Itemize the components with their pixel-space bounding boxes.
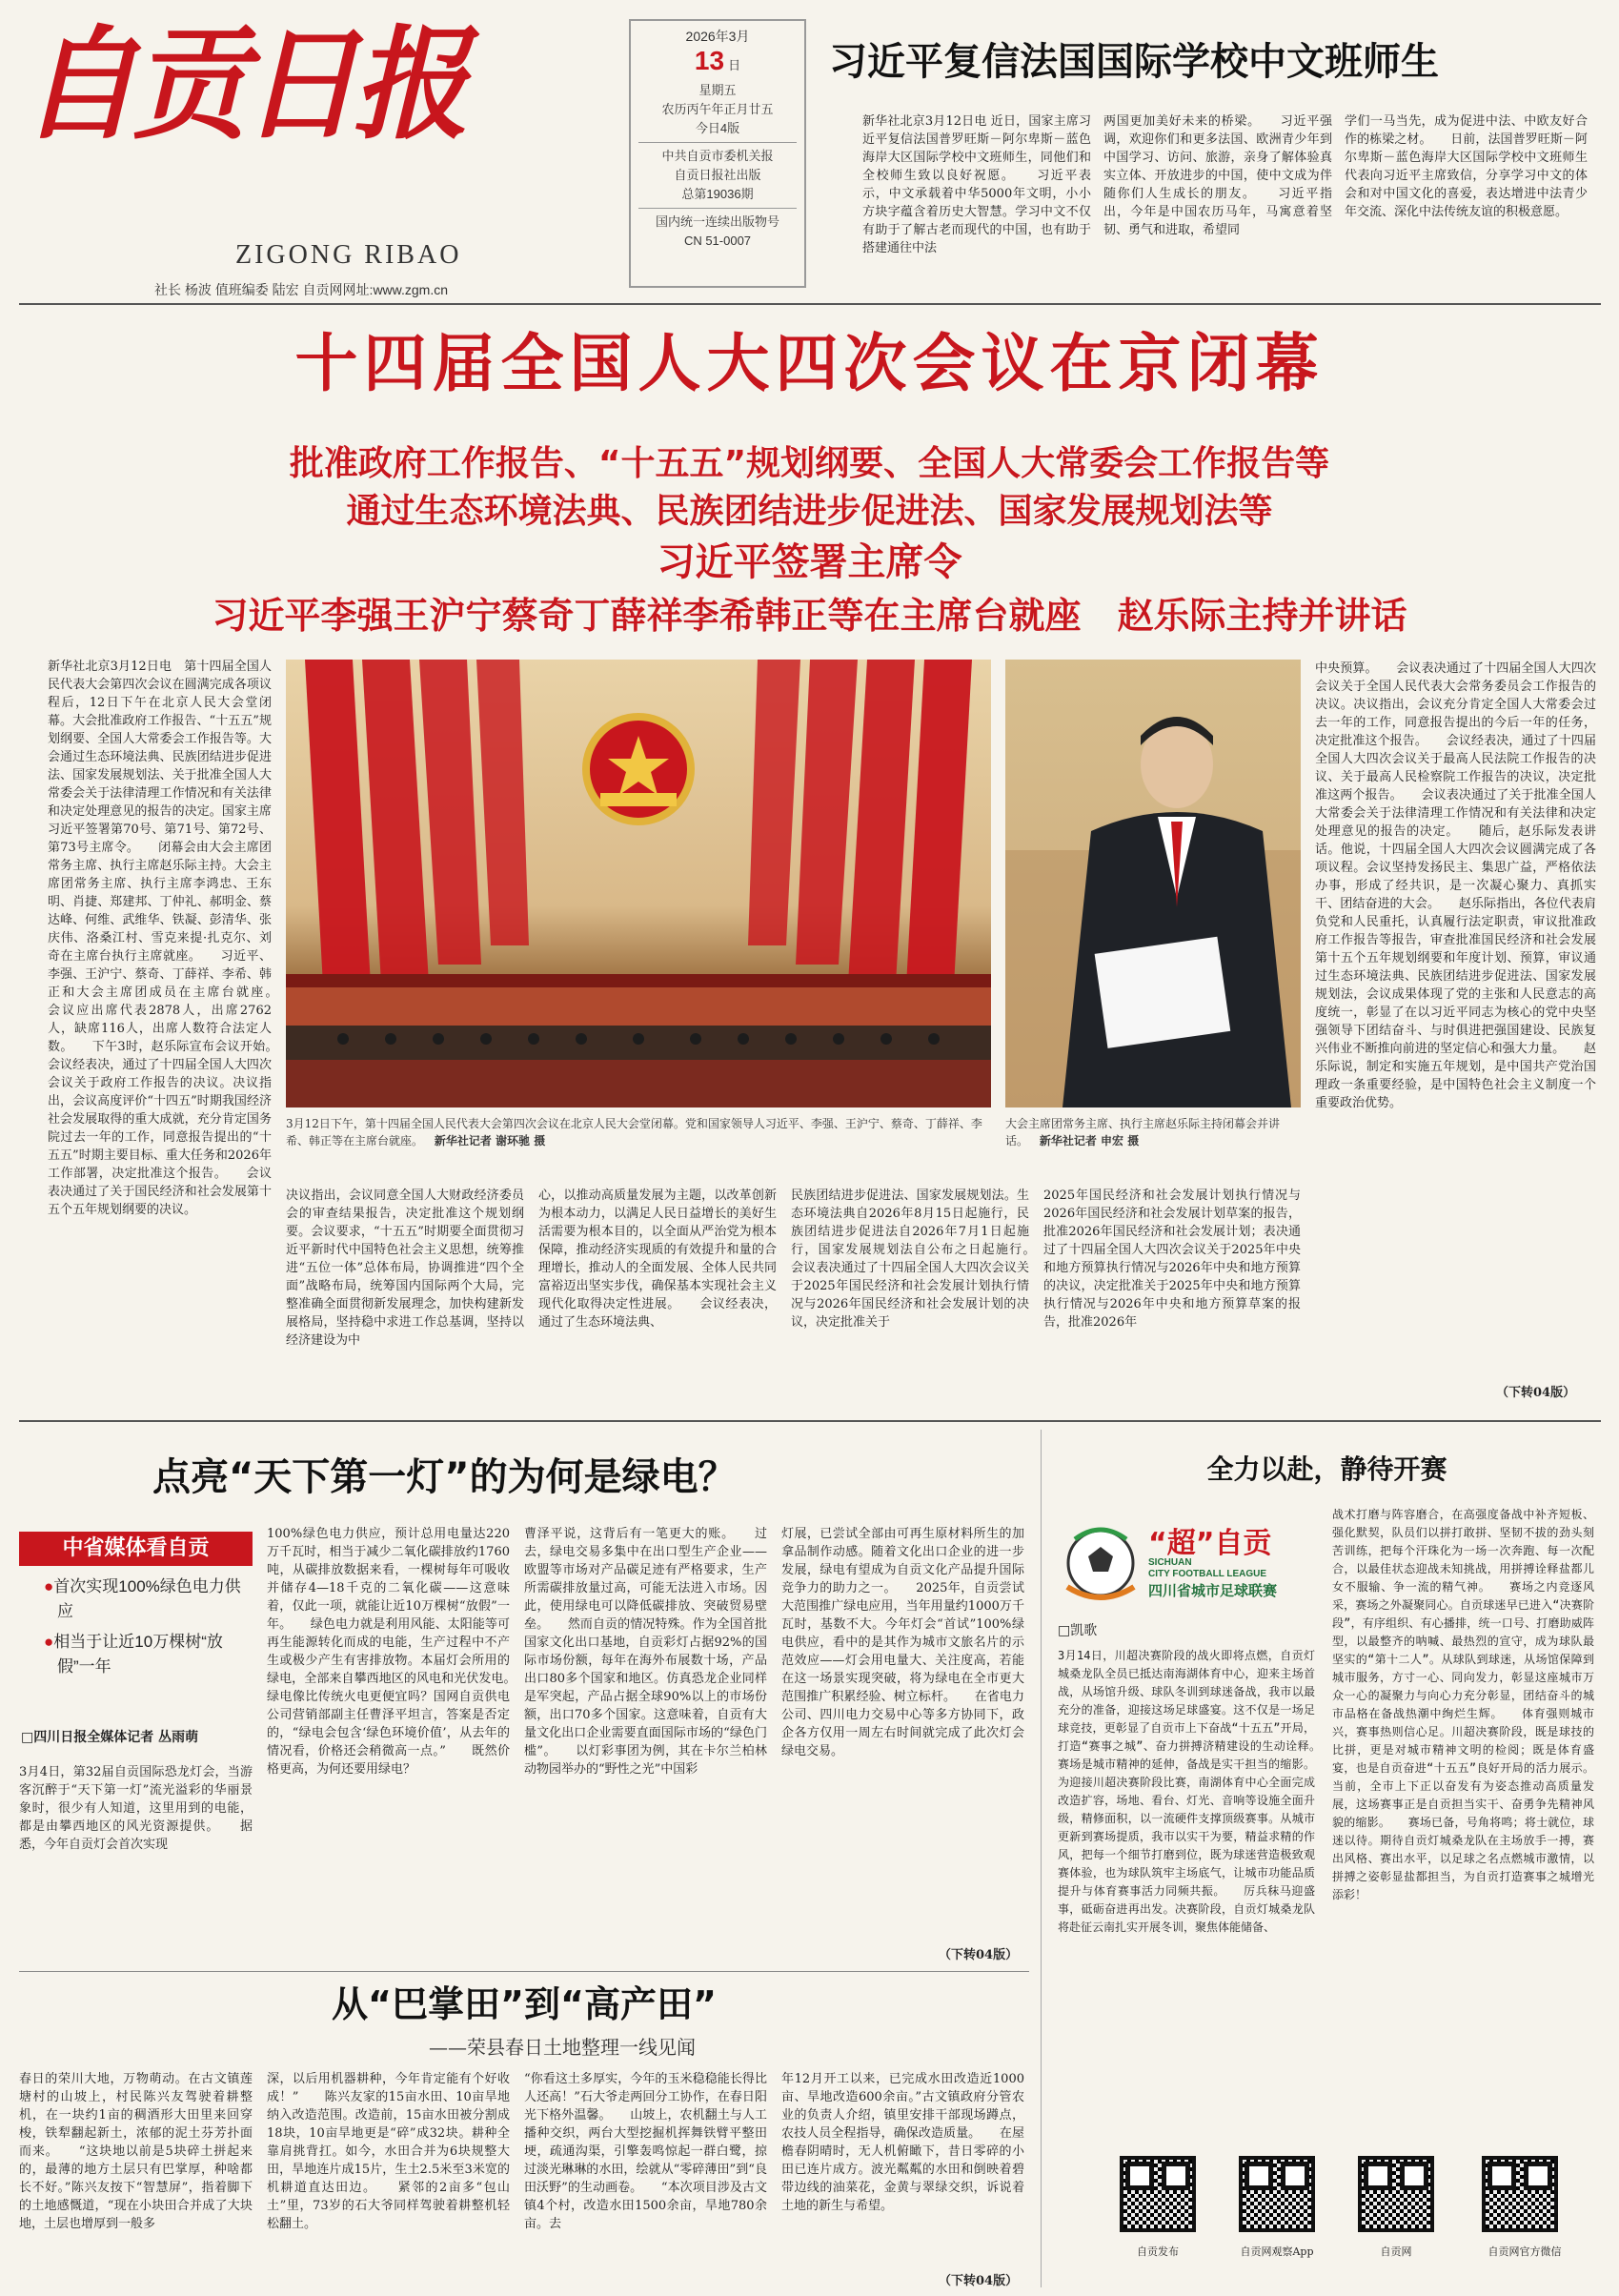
lamp-highlights <box>19 1575 253 1679</box>
land-col-4: 年12月开工以来，已完成水田改造近1000亩、旱地改造600余亩。”古文镇政府分管农业的负责人介绍，镇里安排干部现场蹲点，农技人员全程指导，确保改造质量。 在屋檐春阴晴时，无人机俯瞰下，昔日零碎的小田已连片成方。波光粼粼的水田和倒映着碧带边线的油菜花，金黄与翠绿交织，诉说着土地的新生与希望。 <box>781 2072 1024 2213</box>
land-col-3: “你看这土多厚实，今年的玉米稳稳能长得比人还高！”石大爷走两回分工协作，在春日阳光下格外温馨。 山坡上，农机翻土与人工播种交织，两台大型挖掘机挥舞铁臂平整田埂，疏通沟渠，引擎轰鸣惊起一群白鹭，掠过淡光琳琳的水田，绘就从“零碎薄田”到“良田沃野”的生动画卷。 “本次项目涉及古文镇4个村，改造水田1500余亩，旱地780余亩。去 <box>524 2072 767 2231</box>
logo-pinyin: ZIGONG RIBAO <box>235 240 462 270</box>
plenary-hall-illustration <box>286 660 991 1107</box>
column-tag-text: 中省媒体看自贡 <box>62 1536 210 1560</box>
qr-code-icon <box>1120 2156 1196 2232</box>
lamp-col-4: 灯展，已尝试全部由可再生原材料所生的加拿品制作动感。随着文化出口企业的进一步发展，绿电有望成为自贡文化产品提升国际竞争力的助力之一。 2025年，自贡尝试大范围推广绿电应用，当年用量约1000万千瓦时，基数不大。今年灯会“首试”100%绿电供应，看中的是其作为城市文旅名片的示范效应——灯会用电量大、关注度高，若能在这一场景实现突破，将为绿电在全市更大范围推广积累经验、树立标杆。 在省电力公司、四川电力交易中心等多方协同下，政企各方仅用一周左右时间就完成了此次灯会绿电交易。 <box>781 1527 1024 1758</box>
logo-en-1: SICHUAN <box>1148 1557 1192 1568</box>
cn-number: CN 51-0007 <box>683 234 752 248</box>
lamp-story-jump[interactable]: （下转04版） <box>939 1948 1019 1962</box>
issue-day: 13 <box>694 46 725 75</box>
plenary-session-photo <box>286 660 991 1107</box>
main-subhead-1: 批准政府工作报告、“十五五”规划纲要、全国人大常委会工作报告等 <box>289 444 1330 483</box>
issue-info-box <box>629 19 806 288</box>
qr-label-4: 自贡网官方微信 <box>1487 2245 1562 2258</box>
photo2-caption <box>1005 1115 1301 1149</box>
main-headline: 十四届全国人大四次会议在京闭幕 <box>294 327 1325 400</box>
lamp-col-2: 100%绿色电力供应，预计总用电量达220万千瓦时，相当于减少二氧化碳排放约1760吨，从碳排放数据来看，一棵树每年可吸收并储存4—18千克的二氧化碳——这意味着，仅此一项，就能让近10万棵树“放假”一年。 绿色电力就是利用风能、太阳能等可再生能源转化而成的电能，生产过程中不产生或极少产生有害排放物。本届灯会所用的绿电，全部来自攀西地区的风电和光伏发电。 绿电像比传统火电更便宜吗？国网自贡供电公司营销部副主任曹泽平坦言，答案是否定的，“绿电会包含‘绿色环境价值’，从去年的情况看，价格还会稍微高一点。” 既然价格更高，为何还要用绿电？ <box>267 1527 510 1777</box>
logo-main-text: “超”自贡 <box>1148 1527 1272 1560</box>
photo1-credit: 新华社记者 谢环驰 摄 <box>434 1134 546 1148</box>
photo2-credit: 新华社记者 申宏 摄 <box>1039 1134 1140 1148</box>
qr-code-icon <box>1239 2156 1315 2232</box>
qr-label-1: 自贡发布 <box>1137 2245 1179 2258</box>
issue-year-month: 2026年3月 <box>685 29 750 44</box>
land-col-2: 深，以后用机器耕种，今年肯定能有个好收成！” 陈兴友家的15亩水田、10亩旱地纳入改造范围。改造前，15亩水田被分割成18块，10亩旱地更是“碎”成32块。耕种全靠肩挑背扛。如今，水田合并为6块规整大田，旱地连片成15片，生土2.5米至3米宽的机耕道直达田边。 紧邻的2亩多“包山土”里，73岁的石大爷同样驾驶着耕整机轻松翻土。 <box>267 2072 510 2231</box>
newspaper-logo: 自贡日报 <box>21 11 463 156</box>
main-story-right-col: 中央预算。 会议表决通过了十四届全国人大四次会议关于全国人民代表大会常务委员会工作报告的决议。决议指出，会议充分肯定全国人大常委会过去一年的工作，同意报告提出的今后一年的任务，决定批准这个报告。 会议经表决，通过了十四届全国人大四次会议关于最高人民法院工作报告的决议、关于最高人民检察院工作报告的决议，决定批准这两个报告。 会议表决通过了关于批准全国人大常委会关于法律清理工作情况和有关法律和决定处理意见的报告的决定。 随后，赵乐际发表讲话。他说，十四届全国人大四次会议圆满完成了各项议程。会议坚持发扬民主、集思广益，严格依法办事，形成了经共识，是一次凝心聚力、真抓实干、团结奋进的大会。 赵乐际指出，各位代表肩负党和人民重托，认真履行法定职责，审议批准政府工作报告等报告，审查批准国民经济和社会发展第十五个五年规划纲要和年度计划、预算，审议通过生态环境法典、民族团结进步促进法、国家发展规划法，会议成果体现了党的主张和人民意志的高度统一，彰显了在以习近平同志为核心的党中央坚强领导下团结奋斗、与时俱进把强国建设、民族复兴伟业不断推向前进的坚定信心和强大力量。 赵乐际说，制定和实施五年规划，是中国共产党治国理政一条重要经验，是中国特色社会主义制度一个重要政治优势。 <box>1315 661 1596 1110</box>
staff-line: 社长 杨波 值班编委 陆宏 自贡网网址:www.zgm.cn <box>154 282 449 297</box>
land-story-subhead: ——荣县春日土地整理一线见闻 <box>429 2036 696 2059</box>
lamp-byline: □四川日报全媒体记者 丛雨萌 <box>21 1730 199 1745</box>
football-byline: □凯歌 <box>1058 1623 1098 1638</box>
qr-label-2: 自贡网观察App <box>1240 2245 1314 2258</box>
highlight-2-text: 相当于让近10万棵树“放假”一年 <box>53 1633 223 1676</box>
photo1-caption-text: 3月12日下午，第十四届全国人民代表大会第四次会议在北京人民大会堂闭幕。党和国家领导人习近平、李强、王沪宁、蔡奇、丁薛祥、李希、韩正等在主席台就座。 <box>286 1117 982 1148</box>
serial-number: 总第19036期 <box>681 187 754 201</box>
main-subhead-4: 习近平李强王沪宁蔡奇丁薛祥李希韩正等在主席台就座 赵乐际主持并讲话 <box>212 595 1407 637</box>
main-story-mid-col-1: 决议指出，会议同意全国人大财政经济委员会的审查结果报告，决定批准这个规划纲要。会议要求，“十五五”时期要全面贯彻习近平新时代中国特色社会主义思想，统筹推进“五位一体”总体布局，协调推进“四个全面”战略布局，统筹国内国际两个大局，完整准确全面贯彻新发展理念，加快构建新发展格局，坚持稳中求进工作总基调，坚持以经济建设为中 <box>286 1189 524 1348</box>
column-tag <box>19 1532 253 1566</box>
qr-label-3: 自贡网 <box>1380 2245 1412 2258</box>
speaker-photo <box>1005 660 1301 1107</box>
photo1-caption <box>286 1115 991 1149</box>
day-unit: 日 <box>728 58 741 72</box>
lunar-date: 农历丙午年正月廿五 <box>661 102 774 116</box>
sponsor: 中共自贡市委机关报 <box>661 149 774 163</box>
main-story-left-col: 新华社北京3月12日电 第十四届全国人民代表大会第四次会议在圆满完成各项议程后，12日下午在北京人民大会堂闭幕。大会批准政府工作报告、“十五五”规划纲要、全国人大常委会工作报告等。大会通过生态环境法典、民族团结进步促进法、国家发展规划法、关于批准全国人大常委会关于法律清理工作情况和有关法律和决定处理意见的报告的决定。国家主席习近平签署第70号、第71号、第72号、第73号主席令。 闭幕会由大会主席团常务主席、执行主席赵乐际主持。大会主席团常务主席、执行主席李鸿忠、王东明、肖捷、郑建邦、丁仲礼、郝明金、蔡达峰、何维、武维华、铁凝、彭清华、张庆伟、洛桑江村、雪克来提·扎克尔、刘奇在主席台执行主席就座。 习近平、李强、王沪宁、蔡奇、丁薛祥、李希、韩正和大会主席团成员在主席台就座。 会议应出席代表2878人，出席2762人，缺席116人，出席人数符合法定人数。 下午3时，赵乐际宣布会议开始。 会议经表决，通过了十四届全国人大四次会议关于政府工作报告的决议。决议指出，会议高度评价“十四五”时期我国经济社会发展取得的重大成就，充分肯定国务院过去一年的工作，同意报告提出的“十五五”时期主要目标、重大任务和2026年工作部署，决定批准这个报告。 会议表决通过了关于国民经济和社会发展第十五个五年规划纲要的决议。 <box>48 660 272 1217</box>
bullet-icon: ● <box>44 1633 54 1651</box>
main-subhead-3: 习近平签署主席令 <box>657 540 962 584</box>
land-story-headline: 从“巴掌田”到“高产田” <box>332 1983 717 2025</box>
highlight-1-text: 首次实现100%绿色电力供应 <box>53 1577 241 1620</box>
cn-label: 国内统一连续出版物号 <box>655 214 779 229</box>
main-story-mid-col-2: 心，以推动高质量发展为主题，以改革创新为根本动力，以满足人民日益增长的美好生活需要为根本目的，以全面从严治党为根本保障，推动经济实现质的有效提升和量的合理增长，推动人的全面发展、全体人民共同富裕迈出坚实步伐，确保基本实现社会主义现代化取得决定性进展。 会议经表决，通过了生态环境法典、 <box>538 1189 777 1330</box>
bullet-icon: ● <box>44 1577 54 1595</box>
lamp-col-1: 3月4日，第32届自贡国际恐龙灯会，当游客沉醉于“天下第一灯”流光溢彩的华丽景象时，很少有人知道，这里用到的电能，都是由攀西地区的风光资源提供。 据悉，今年自贡灯会首次实现 <box>19 1765 253 1852</box>
highlight-2 <box>19 1630 253 1679</box>
qr-code-row <box>1115 2156 1591 2289</box>
qr-code-icon <box>1358 2156 1434 2232</box>
lamp-story-headline: 点亮“天下第一灯”的为何是绿电？ <box>152 1455 737 1499</box>
lamp-col-3: 曹泽平说，这背后有一笔更大的账。 过去，绿电交易多集中在出口型生产企业——欧盟等市场对产品碳足迹有严格要求，生产所需碳排放量过高，可能无法进入市场。因此，使用绿电可以降低碳排放、突破贸易壁垒。 然而自贡的情况特殊。作为全国首批国家文化出口基地，自贡彩灯占据92%的国际市场份额，每年在海外布展数十场，产品出口80多个国家和地区。仿真恐龙企业同样是军突起，产品占据全球90%以上的市场份额，出口70多个国家。这意味着，自贡有大量文化出口企业需要直面国际市场的“绿色门槛”。 以灯彩事团为例，其在卡尔兰柏林动物园举办的“野性之光”中国彩 <box>524 1527 767 1777</box>
publisher: 自贡日报社出版 <box>674 168 761 182</box>
main-story-mid-col-3: 民族团结进步促进法、国家发展规划法。生态环境法典自2026年8月15日起施行，民族团结进步促进法自2026年7月1日起施行，国家发展规划法自公布之日起施行。 会议表决通过了十四届全国人大四次会议关于2025年国民经济和社会发展计划执行情况与2026年国民经济和社会发展计划的决议，决定批准关于 <box>791 1189 1029 1330</box>
city-football-league-logo <box>1058 1515 1344 1611</box>
qr-code-icon <box>1482 2156 1558 2232</box>
soccer-ball-icon <box>1058 1520 1143 1606</box>
land-col-1: 春日的荣川大地，万物萌动。在古文镇莲塘村的山坡上，村民陈兴友驾驶着耕整机，在一块约1亩的稠酒形大田里来回穿梭，铁犁翻起新土，浓郁的泥土芬芳扑面而来。 “这块地以前是5块碎土拼起来的，最薄的地方土层只有巴掌厚，种啥都长不好。”陈兴友按下“智慧屏”，指着脚下的土地感慨道，“现在小块田合并成了大块地，土层也增厚到一般多 <box>19 2072 253 2231</box>
land-story-jump[interactable]: （下转04版） <box>939 2274 1019 2288</box>
weekday: 星期五 <box>698 83 737 97</box>
speaker-illustration <box>1005 660 1301 1107</box>
main-subhead-2: 通过生态环境法典、民族团结进步促进法、国家发展规划法等 <box>346 492 1273 531</box>
top-story-col-2: 两国更加美好未来的桥梁。 习近平强调，欢迎你们和更多法国、欧洲青少年到中国学习、访问、旅游，亲身了解体验真实立体、开放进步的中国，使中文成为伴随你们人生成长的朋友。 习近平指出，今年是中国农历马年，马寓意着坚韧、勇气和进取，希望同 <box>1103 114 1332 237</box>
masthead <box>21 13 593 299</box>
top-story-col-1: 新华社北京3月12日电 近日，国家主席习近平复信法国普罗旺斯－阿尔卑斯－蓝色海岸大区国际学校中文班师生，同他们和全校师生致以良好祝愿。 习近平表示，中文承载着中华5000年文明，小小方块字蕴含着历史大智慧。学习中文不仅有助于了解古老而现代的中国，也有助于搭建通往中法 <box>862 114 1091 255</box>
page-count: 今日4版 <box>695 121 740 135</box>
main-story-mid-col-4: 2025年国民经济和社会发展计划执行情况与2026年国民经济和社会发展计划草案的报告，批准2026年国民经济和社会发展计划；表决通过了十四届全国人大四次会议关于2025年中央和地方预算执行情况与2026年中央和地方预算的决议，决定批准关于2025年中央和地方预算执行情况与2026年中央和地方预算草案的报告，批准2026年 <box>1043 1189 1301 1330</box>
football-story-headline: 全力以赴，静待开赛 <box>1206 1453 1447 1485</box>
main-story-divider <box>19 1420 1601 1422</box>
logo-cn: 四川省城市足球联赛 <box>1148 1582 1278 1599</box>
top-story-headline: 习近平复信法国国际学校中文班师生 <box>829 40 1439 84</box>
lamp-divider <box>19 1971 1029 1972</box>
football-col-2: 战术打磨与阵容磨合，在高强度备战中补齐短板、强化默契，队员们以拼打敢拼、坚韧不拔的劲头刻苦训练，把每个汗珠化为一场一次奔跑、每一次配合，以最佳状态迎战未知挑战，用拼搏诠释盐都儿女不服输、争一流的精气神。 赛场之内竞逐风采，赛场之外凝聚同心。自贡球迷早已进入“决赛阶段”，有序组织、有心播排，统一口号、打磨助威阵型，以最整齐的呐喊、最热烈的宣守，成为球队最坚实的“第十二人”。从球队到球迷，从场馆保障到城市服务，方寸一心、同向发力，彰显这座城市万众一心的凝聚力与向心力充分彰显，团结奋斗的城市品格在备战热潮中绚烂生辉。 体育强则城市兴，赛事热则信心足。川超决赛阶段，既是球技的比拼，更是对城市精神文明的检阅；既是体育盛宴，也是自贡奋进“十五五”良好开局的活力展示。当前，全市上下正以奋发有为姿态推动高质量发展，这场赛事正是自贡担当实干、奋勇争先精神风貌的缩影。 赛场已备，号角将鸣；将士就位，球迷以待。期待自贡灯城桑龙队在主场放手一搏，赛出风格、赛出水平，以足球之名点燃城市激情，以拼搏之姿彰显盐都担当，为自贡打造赛事之城增光添彩！ <box>1332 1508 1594 1901</box>
masthead-divider <box>19 303 1601 305</box>
bottom-section-divider <box>1041 1430 1042 2287</box>
football-col-1: 3月14日，川超决赛阶段的战火即将点燃，自贡灯城桑龙队全员已抵达南海湖体育中心，迎来主场首战，从场馆升级、球队冬训到球迷备战，我市以最充分的准备，迎接这场足球盛宴。这不仅是一场足球竞技，更彰显了自贡市上下奋战“十五五”开局，打造“赛事之城”、奋力拼搏济精建设的生动诠释。 赛场是城市精神的延伸，备战是实干担当的缩影。为迎接川超决赛阶段比赛，南湖体育中心全面完成改造扩容，场地、看台、灯光、音响等设施全面升级，精修面积，以一流硬件支撑顶级赛事。从城市更新到赛场提质，我市以实干为要，精益求精的作风，把每一个细节打磨到位，既为球迷营造极致观赛体验，也为球队筑牢主场底气，让城市功能品质提升与体育赛事活力同频共振。 厉兵秣马迎盛事，砥砺奋进再出发。决赛阶段，自贡灯城桑龙队将赴征云南扎实开展冬训，聚焦体能储备、 <box>1058 1649 1315 1934</box>
main-story-jump[interactable]: （下转04版） <box>1496 1386 1576 1400</box>
top-story-col-3: 学们一马当先，成为促进中法、中欧友好合作的栋梁之材。 日前，法国普罗旺斯－阿尔卑斯－蓝色海岸大区国际学校中文班师生代表向习近平主席致信，分享学习中文的体会和对中国文化的喜爱，表达增进中法青少年交流、深化中法传统友谊的积极意愿。 <box>1345 114 1588 219</box>
photo2-caption-text: 大会主席团常务主席、执行主席赵乐际主持闭幕会并讲话。 <box>1005 1117 1281 1148</box>
logo-en-2: CITY FOOTBALL LEAGUE <box>1148 1569 1267 1579</box>
highlight-1 <box>19 1575 253 1624</box>
